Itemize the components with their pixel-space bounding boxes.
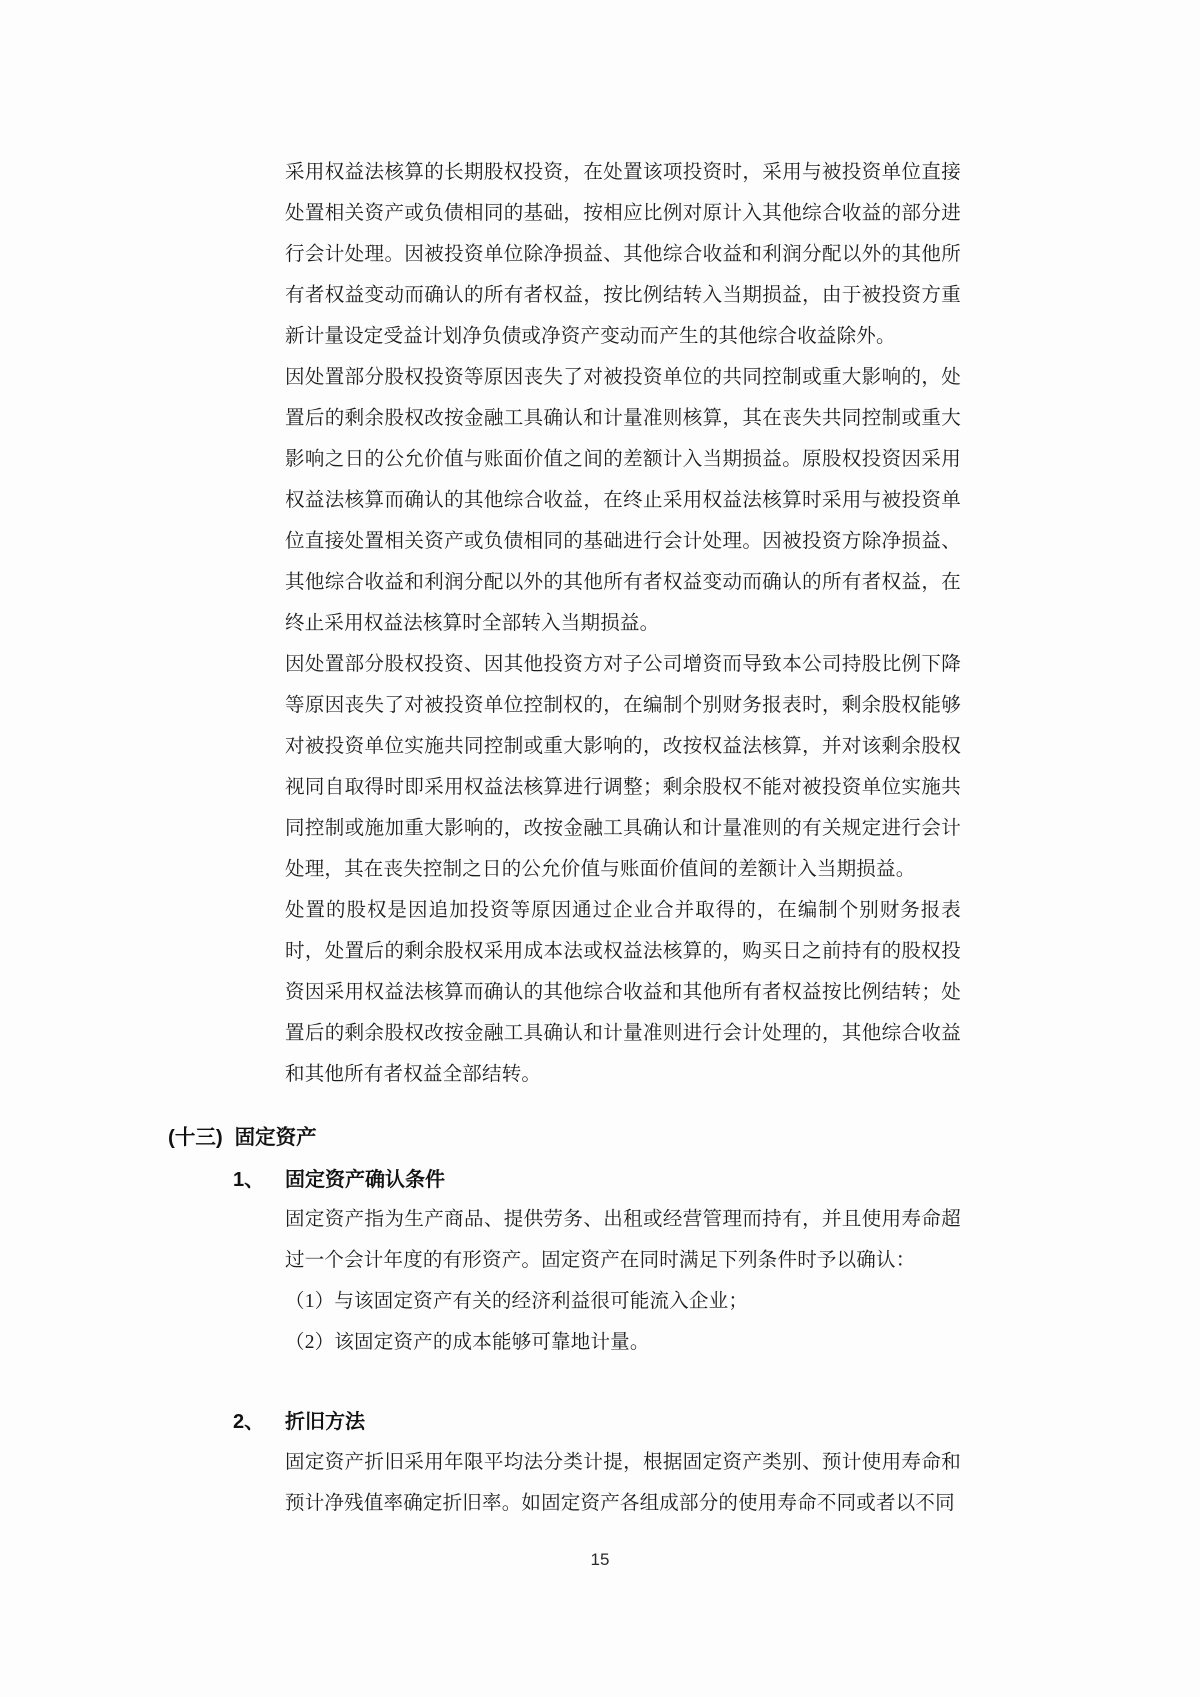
list-item-condition-2: （2）该固定资产的成本能够可靠地计量。 bbox=[285, 1332, 650, 1353]
subsection-heading-recognition bbox=[233, 1165, 445, 1195]
section-label: (十三) bbox=[168, 1126, 223, 1149]
subsection-title: 折旧方法 bbox=[285, 1411, 365, 1433]
paragraph-fixed-asset-definition: 固定资产指为生产商品、提供劳务、出租或经营管理而持有，并且使用寿命超过一个会计年度的有形资产。固定资产在同时满足下列条件时予以确认： bbox=[285, 1209, 961, 1271]
section-title: 固定资产 bbox=[234, 1126, 317, 1149]
subsection-number: 2、 bbox=[233, 1411, 265, 1433]
subsection-body-depreciation bbox=[285, 1442, 961, 1524]
page-number: 15 bbox=[590, 1550, 610, 1569]
paragraph-business-combination-disposal: 处置的股权是因追加投资等原因通过企业合并取得的，在编制个别财务报表时，处置后的剩余股权采用成本法或权益法核算的，购买日之前持有的股权投资因采用权益法核算而确认的其他综合收益和其他所有者权益按比例结转；处置后的剩余股权改按金融工具确认和计量准则进行会计处理的，其他综合收益和其他所有者权益全部结转。 bbox=[285, 900, 961, 1085]
subsection-title: 固定资产确认条件 bbox=[285, 1169, 445, 1191]
subsection-body-recognition bbox=[285, 1199, 961, 1363]
list-item-condition-1: （1）与该固定资产有关的经济利益很可能流入企业； bbox=[285, 1291, 749, 1312]
paragraph-loss-of-control: 因处置部分股权投资、因其他投资方对子公司增资而导致本公司持股比例下降等原因丧失了对被投资单位控制权的，在编制个别财务报表时，剩余股权能够对被投资单位实施共同控制或重大影响的，改按权益法核算，并对该剩余股权视同自取得时即采用权益法核算进行调整；剩余股权不能对被投资单位实施共同控制或施加重大影响的，改按金融工具确认和计量准则的有关规定进行会计处理，其在丧失控制之日的公允价值与账面价值间的差额计入当期损益。 bbox=[285, 654, 961, 880]
paragraph-loss-of-joint-control: 因处置部分股权投资等原因丧失了对被投资单位的共同控制或重大影响的，处置后的剩余股权改按金融工具确认和计量准则核算，其在丧失共同控制或重大影响之日的公允价值与账面价值之间的差额计入当期损益。原股权投资因采用权益法核算而确认的其他综合收益，在终止采用权益法核算时采用与被投资单位直接处置相关资产或负债相同的基础进行会计处理。因被投资方除净损益、其他综合收益和利润分配以外的其他所有者权益变动而确认的所有者权益，在终止采用权益法核算时全部转入当期损益。 bbox=[285, 367, 961, 634]
paragraph-equity-method-disposal: 采用权益法核算的长期股权投资，在处置该项投资时，采用与被投资单位直接处置相关资产或负债相同的基础，按相应比例对原计入其他综合收益的部分进行会计处理。因被投资单位除净损益、其他综合收益和利润分配以外的其他所有者权益变动而确认的所有者权益，按比例结转入当期损益，由于被投资方重新计量设定受益计划净负债或净资产变动而产生的其他综合收益除外。 bbox=[285, 162, 961, 347]
paragraph-depreciation-method: 固定资产折旧采用年限平均法分类计提，根据固定资产类别、预计使用寿命和预计净残值率确定折旧率。如固定资产各组成部分的使用寿命不同或者以不同 bbox=[285, 1452, 961, 1514]
subsection-heading-depreciation bbox=[233, 1407, 365, 1437]
section-heading-fixed-assets bbox=[168, 1123, 317, 1153]
subsection-number: 1、 bbox=[233, 1169, 265, 1191]
body-text-block bbox=[285, 152, 961, 1095]
